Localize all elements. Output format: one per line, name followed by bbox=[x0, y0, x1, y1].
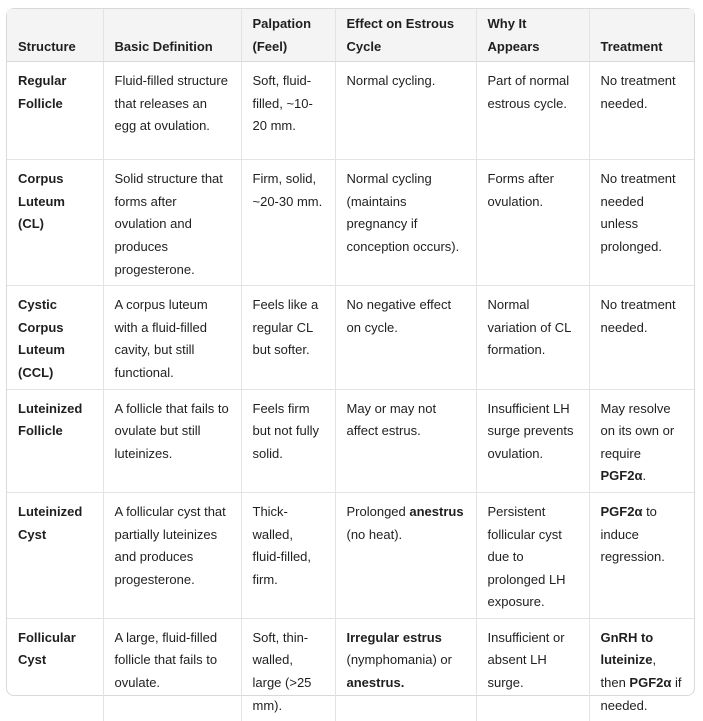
cell-why-it-appears: Insufficient or absent LH surge. bbox=[476, 618, 589, 721]
cell-treatment bbox=[589, 492, 694, 618]
cell-structure: Regular Follicle bbox=[7, 62, 103, 160]
comparison-table-container bbox=[6, 8, 695, 713]
cell-treatment bbox=[589, 62, 694, 160]
cell-structure: Follicular Cyst bbox=[7, 618, 103, 721]
text-segment: if needed. bbox=[600, 675, 682, 713]
text-segment: May resolve on its own or require bbox=[600, 400, 675, 461]
text-segment: (no heat). bbox=[346, 526, 403, 542]
cell-palpation: Thick-walled, fluid-filled, firm. bbox=[241, 492, 335, 618]
text-segment: May or may not affect estrus. bbox=[346, 400, 437, 439]
text-segment: No treatment needed. bbox=[600, 297, 676, 335]
table-header-row bbox=[7, 9, 694, 62]
cell-structure: Cystic Corpus Luteum (CCL) bbox=[7, 286, 103, 389]
cell-treatment bbox=[589, 286, 694, 389]
cell-structure: Luteinized Cyst bbox=[7, 492, 103, 618]
cell-effect-on-estrous-cycle bbox=[335, 160, 476, 286]
table-row bbox=[7, 492, 694, 618]
text-segment: to induce regression. bbox=[600, 503, 665, 565]
cell-effect-on-estrous-cycle bbox=[335, 492, 476, 618]
cell-palpation: Soft, thin-walled, large (>25 mm). bbox=[241, 618, 335, 721]
text-segment: Prolonged bbox=[346, 503, 410, 519]
cell-effect-on-estrous-cycle bbox=[335, 286, 476, 389]
cell-treatment bbox=[589, 389, 694, 492]
cell-palpation: Firm, solid, ~20-30 mm. bbox=[241, 160, 335, 286]
text-segment: . bbox=[642, 468, 647, 484]
cell-effect-on-estrous-cycle bbox=[335, 389, 476, 492]
header-basic-definition: Basic Definition bbox=[103, 9, 241, 62]
text-segment: No negative effect on cycle. bbox=[346, 297, 452, 335]
bold-text-segment: anestrus. bbox=[346, 675, 405, 691]
cell-why-it-appears: Forms after ovulation. bbox=[476, 160, 589, 286]
cell-basic-definition: A follicular cyst that partially luteinizes and produces progesterone. bbox=[103, 492, 241, 618]
cell-structure: Corpus Luteum (CL) bbox=[7, 160, 103, 286]
text-segment: , then bbox=[600, 652, 657, 691]
cell-why-it-appears: Persistent follicular cyst due to prolonged LH exposure. bbox=[476, 492, 589, 618]
table-row bbox=[7, 160, 694, 286]
cell-basic-definition: Solid structure that forms after ovulation and produces progesterone. bbox=[103, 160, 241, 286]
text-segment: (nymphomania) or bbox=[346, 652, 452, 668]
header-effect-on-estrous-cycle: Effect on Estrous Cycle bbox=[335, 9, 476, 62]
bold-text-segment: GnRH to luteinize bbox=[600, 629, 654, 668]
cell-basic-definition: A large, fluid-filled follicle that fails to ovulate. bbox=[103, 618, 241, 721]
text-segment: No treatment needed. bbox=[600, 73, 676, 111]
header-structure: Structure bbox=[7, 9, 103, 62]
cell-basic-definition: A follicle that fails to ovulate but still luteinizes. bbox=[103, 389, 241, 492]
cell-treatment bbox=[589, 618, 694, 721]
header-treatment: Treatment bbox=[589, 9, 694, 62]
cell-basic-definition: A corpus luteum with a fluid-filled cavity, but still functional. bbox=[103, 286, 241, 389]
table-row bbox=[7, 389, 694, 492]
cell-effect-on-estrous-cycle bbox=[335, 62, 476, 160]
cell-why-it-appears: Insufficient LH surge prevents ovulation. bbox=[476, 389, 589, 492]
cell-palpation: Feels like a regular CL but softer. bbox=[241, 286, 335, 389]
text-segment: Normal cycling. bbox=[346, 73, 436, 89]
table-body bbox=[7, 62, 694, 721]
header-why-it-appears: Why It Appears bbox=[476, 9, 589, 62]
cell-why-it-appears: Part of normal estrous cycle. bbox=[476, 62, 589, 160]
cell-basic-definition: Fluid-filled structure that releases an egg at ovulation. bbox=[103, 62, 241, 160]
ovarian-structures-table bbox=[7, 9, 694, 721]
cell-why-it-appears: Normal variation of CL formation. bbox=[476, 286, 589, 389]
bold-text-segment: PGF2α bbox=[600, 468, 643, 484]
cell-palpation: Soft, fluid-filled, ~10-20 mm. bbox=[241, 62, 335, 160]
cell-treatment bbox=[589, 160, 694, 286]
header-palpation: Palpation (Feel) bbox=[241, 9, 335, 62]
cell-palpation: Feels firm but not fully solid. bbox=[241, 389, 335, 492]
bold-text-segment: PGF2α bbox=[629, 675, 672, 691]
bold-text-segment: Irregular estrus bbox=[346, 629, 442, 645]
table-row bbox=[7, 62, 694, 160]
bold-text-segment: anestrus bbox=[409, 503, 464, 519]
table-row bbox=[7, 286, 694, 389]
bold-text-segment: PGF2α bbox=[600, 503, 643, 519]
text-segment: No treatment needed unless prolonged. bbox=[600, 171, 676, 254]
cell-structure: Luteinized Follicle bbox=[7, 389, 103, 492]
cell-effect-on-estrous-cycle bbox=[335, 618, 476, 721]
table-row bbox=[7, 618, 694, 721]
text-segment: Normal cycling (maintains pregnancy if conception occurs). bbox=[346, 171, 460, 254]
